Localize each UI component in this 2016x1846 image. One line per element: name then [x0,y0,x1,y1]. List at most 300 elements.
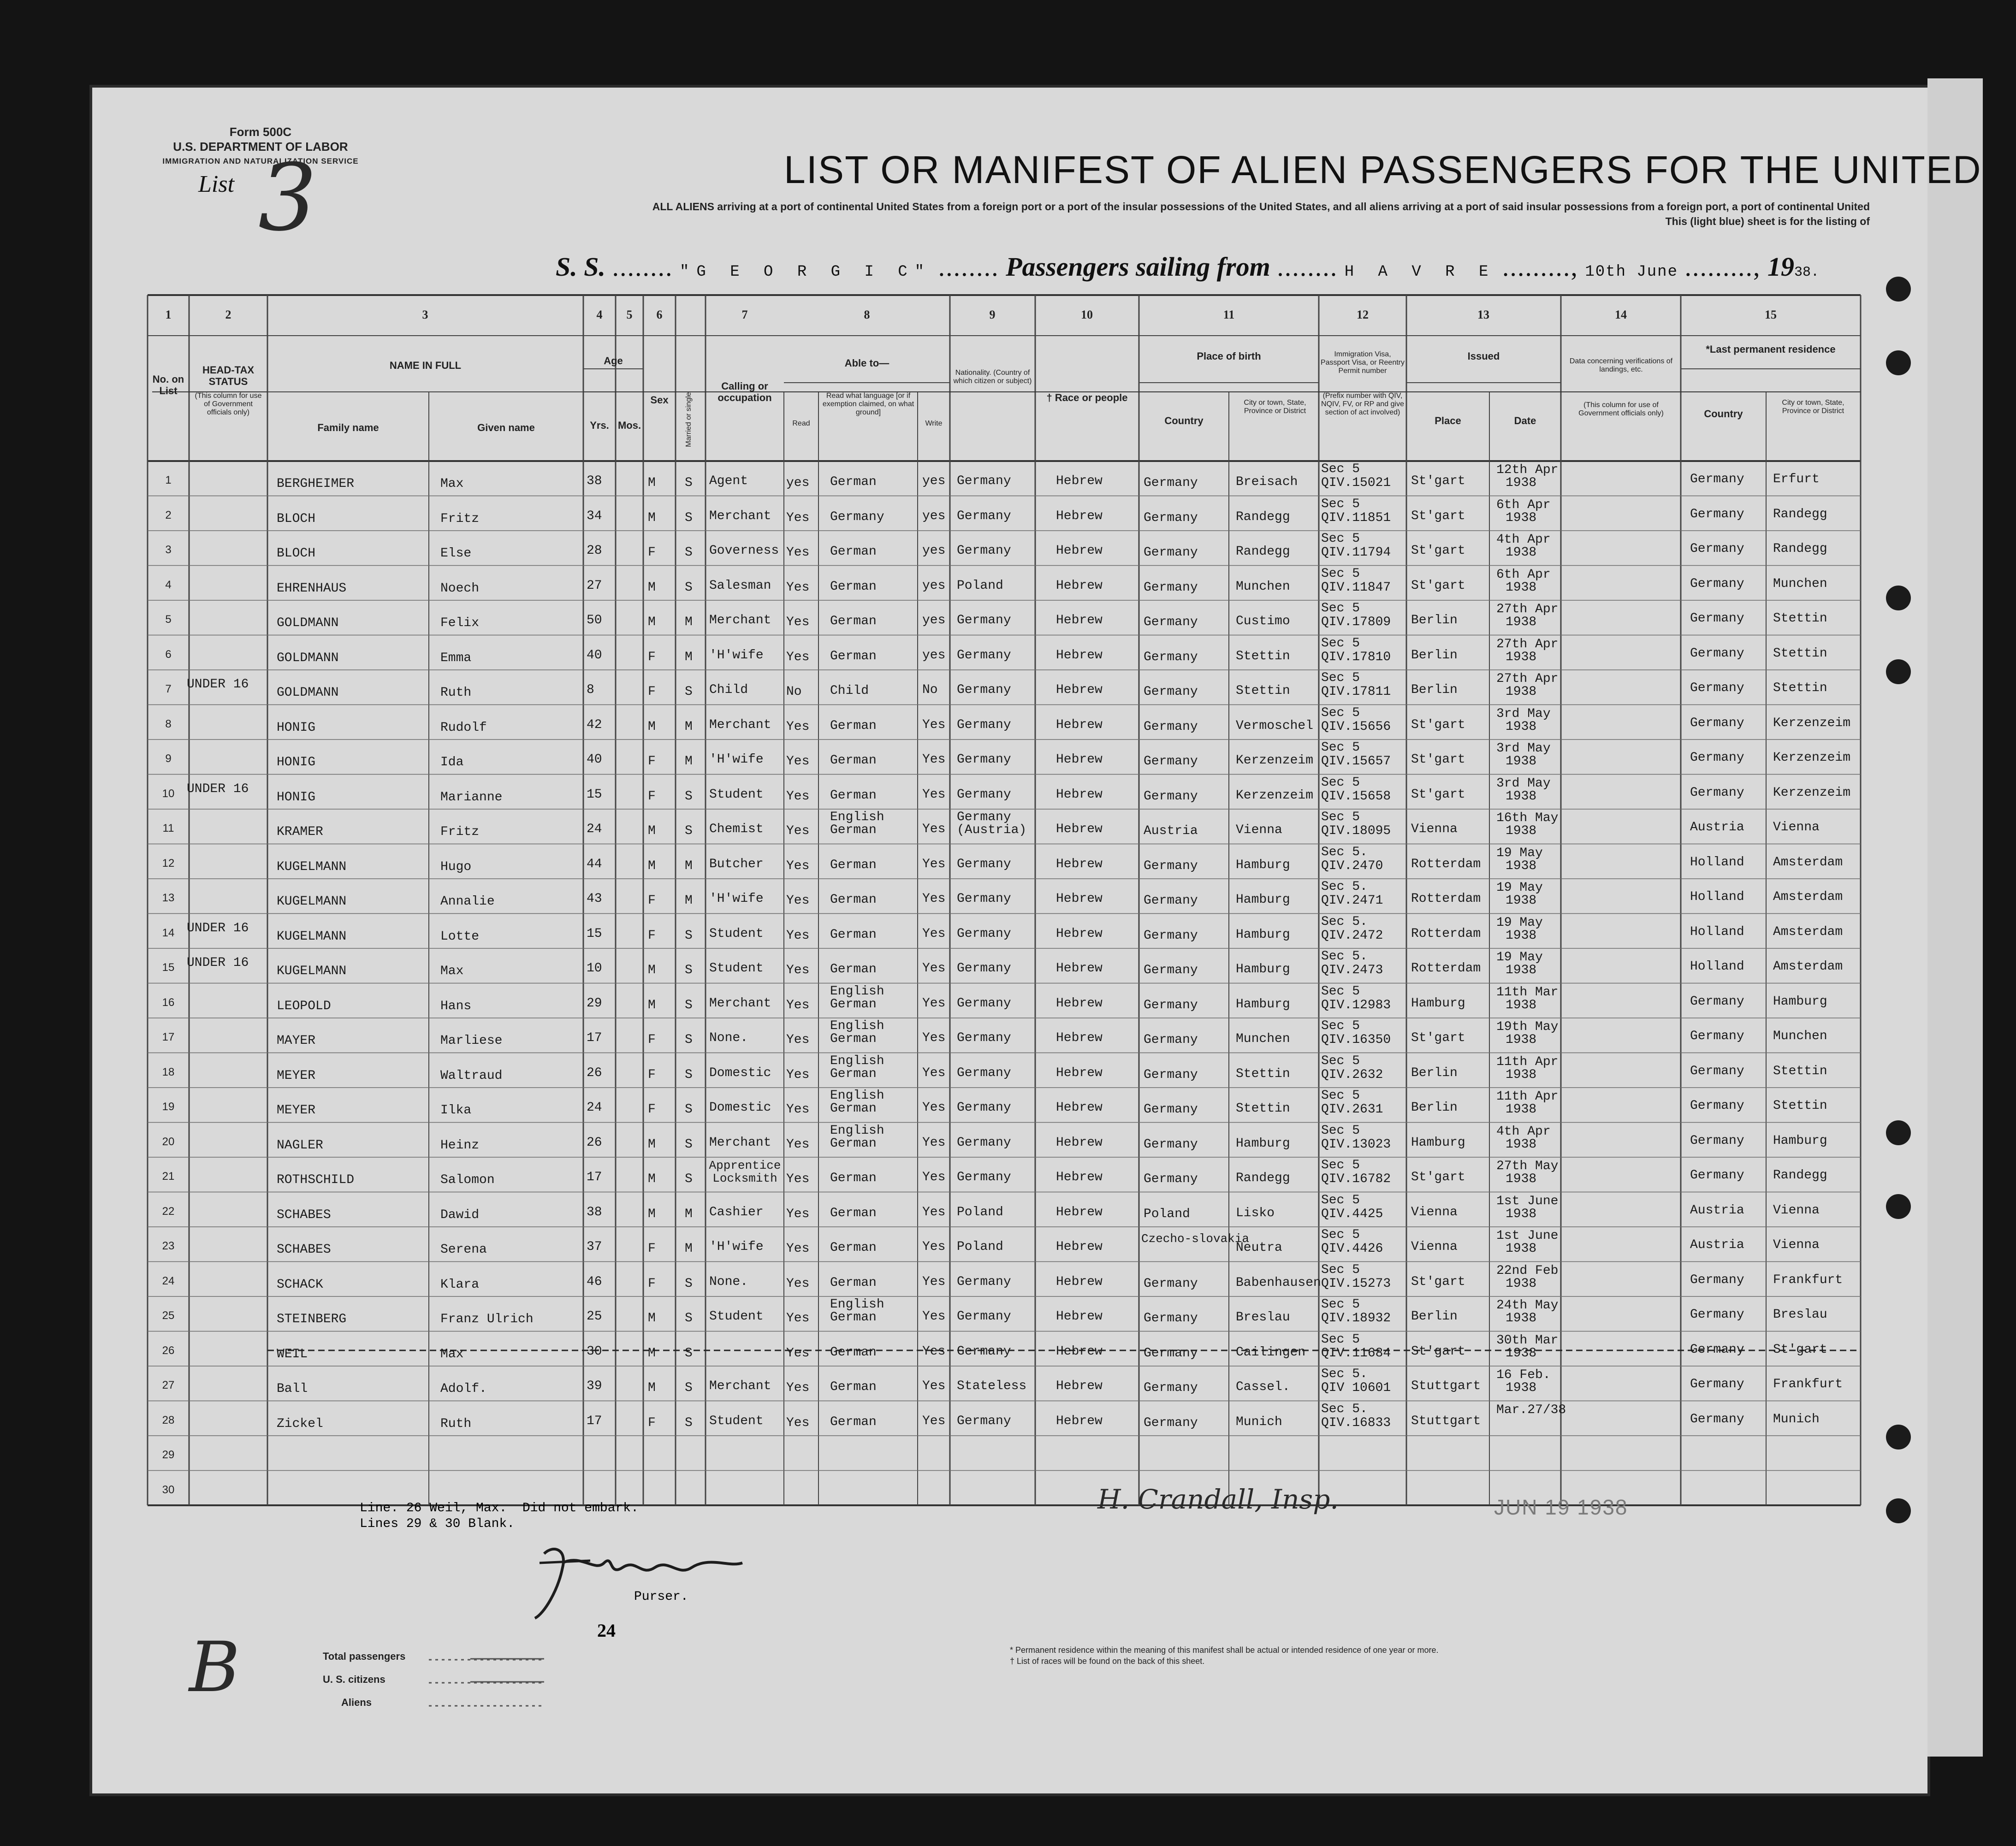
race: Hebrew [1056,613,1103,627]
nationality: Germany [957,996,1011,1011]
read-language: English German [830,810,884,837]
given-name: Emma [440,651,472,665]
column-number: 3 [422,308,428,321]
sex: F [648,1033,656,1047]
issued-place: St'gart [1411,1274,1465,1289]
family-name: KUGELMANN [277,929,347,944]
occupation: Merchant [709,1379,771,1393]
header-issued: Issued [1467,350,1500,362]
visa-number: QIV.11851 [1321,510,1391,525]
residence-city: Amsterdam [1773,855,1843,870]
occupation: Apprentice Locksmith [709,1159,781,1185]
can-write: Yes [922,1344,946,1359]
age-years: 30 [587,1344,602,1359]
row-number: 12 [162,857,175,870]
header-mos: Mos. [617,420,641,431]
can-write: Yes [922,1240,946,1254]
birth-country: Germany [1144,1415,1198,1430]
birth-country: Czecho-slovakia [1141,1232,1250,1246]
visa-number: QIV.15657 [1321,754,1391,769]
can-read: Yes [786,1207,810,1221]
race: Hebrew [1056,1205,1103,1219]
issued-year: 1938 [1506,789,1537,804]
issued-year: 1938 [1506,510,1537,525]
visa-section: Sec 5 [1321,1262,1360,1277]
row-number: 28 [162,1414,175,1426]
read-language: German [830,649,877,663]
row-number: 17 [162,1031,175,1043]
issued-place: St'gart [1411,509,1465,523]
race: Hebrew [1056,1065,1103,1080]
can-read: No [786,685,802,699]
age-years: 26 [587,1065,602,1080]
nationality: Poland [957,578,1003,593]
marital-status: S [685,1067,693,1082]
can-read: Yes [786,580,810,595]
nationality: Poland [957,1240,1003,1254]
issued-year: 1938 [1506,1137,1537,1152]
read-language: German [830,579,877,594]
residence-city: Munchen [1773,576,1827,591]
read-language: German [830,475,877,489]
header-given-name: Given name [477,422,535,433]
given-name: Marianne [440,790,503,805]
family-name: MEYER [277,1068,316,1083]
read-language: English German [830,984,884,1012]
family-name: KUGELMANN [277,964,347,978]
can-write: Yes [922,1031,946,1045]
residence-city: Vienna [1773,820,1820,834]
issued-date: 19th May [1496,1020,1559,1034]
age-years: 37 [587,1240,602,1254]
header-race: † Race or people [1046,392,1128,403]
birth-city: Stettin [1236,1101,1290,1116]
birth-country: Germany [1144,928,1198,943]
read-language: German [830,788,877,803]
residence-country: Germany [1690,1412,1744,1426]
issued-place: Berlin [1411,683,1458,697]
residence-country: Germany [1690,1099,1744,1113]
family-name: BLOCH [277,546,316,561]
residence-city: Amsterdam [1773,890,1843,904]
visa-section: Sec 5 [1321,532,1360,546]
marital-status: M [685,754,693,769]
given-name: Ilka [440,1103,472,1118]
residence-country: Austria [1690,1238,1744,1252]
issued-place: Berlin [1411,648,1458,663]
birth-country: Germany [1144,1137,1198,1152]
visa-number: QIV.12983 [1321,998,1391,1012]
age-years: 24 [587,1100,602,1115]
nationality: Germany [957,926,1011,941]
issued-year: 1938 [1506,1346,1537,1361]
nationality: Germany [957,613,1011,627]
nationality: Germany [957,752,1011,767]
race: Hebrew [1056,683,1103,697]
visa-number: QIV.16833 [1321,1415,1391,1430]
column-number: 10 [1081,308,1093,321]
age-years: 39 [587,1379,602,1393]
read-language: German [830,1414,877,1429]
residence-country: Germany [1690,507,1744,521]
issued-date: 27th Apr [1496,602,1559,616]
issued-date: 27th Apr [1496,672,1559,686]
us-citizens-label: U. S. citizens [323,1674,385,1685]
race: Hebrew [1056,996,1103,1011]
occupation: 'H'wife [709,892,764,906]
visa-section: Sec 5 [1321,775,1360,790]
header-read: Read [792,420,810,427]
nationality: Stateless [957,1379,1027,1393]
nationality: Germany [957,648,1011,663]
birth-city: Kerzenzeim [1236,788,1314,803]
header-nationality: Nationality. (Country of which citizen or subject) [953,369,1032,385]
birth-country: Germany [1144,719,1198,734]
occupation: None. [709,1274,748,1289]
residence-city: Amsterdam [1773,959,1843,974]
column-number: 5 [626,308,633,321]
issued-date: 30th Mar [1496,1333,1559,1348]
header-sex: Sex [650,394,669,406]
issued-year: 1938 [1506,615,1537,629]
row-number: 20 [162,1135,175,1148]
family-name: HONIG [277,755,316,769]
read-language: German [830,718,877,733]
sailing-date: 10th June [1585,263,1678,281]
row-number: 26 [162,1344,175,1357]
visa-section: Sec 5 [1321,636,1360,651]
read-language: English German [830,1089,884,1116]
header-read-language: Read what language [or if exemption claimed, on what ground] [822,392,914,416]
residence-country: Germany [1690,646,1744,661]
birth-city: Munich [1236,1414,1282,1429]
birth-country: Germany [1144,545,1198,560]
visa-number: QIV.16782 [1321,1172,1391,1186]
race: Hebrew [1056,648,1103,663]
given-name: Hugo [440,859,472,874]
visa-section: Sec 5 [1321,984,1360,999]
issued-place: Berlin [1411,613,1458,627]
issued-date: 3rd May [1496,776,1551,791]
nationality: Germany [957,544,1011,558]
can-read: Yes [786,963,810,977]
race: Hebrew [1056,1135,1103,1150]
sex: M [648,476,656,490]
head-tax-status: UNDER 16 [187,677,249,692]
marital-status: S [685,580,693,595]
nationality: Germany [957,717,1011,732]
visa-section: Sec 5 [1321,566,1360,581]
header-place-of-birth: Place of birth [1197,350,1261,362]
issued-date: 16 Feb. [1496,1368,1551,1382]
birth-city: Hamburg [1236,858,1290,872]
residence-country: Germany [1690,1168,1744,1183]
marital-status: M [685,1207,693,1221]
row-number: 4 [165,578,172,591]
can-write: yes [922,509,946,523]
family-name: NAGLER [277,1138,323,1153]
birth-country: Poland [1144,1207,1190,1221]
header-calling: Calling or occupation [717,380,772,403]
residence-city: Hamburg [1773,994,1827,1009]
can-write: yes [922,544,946,558]
row-number: 3 [165,544,172,556]
nationality: Germany [957,1065,1011,1080]
birth-city: Stettin [1236,684,1290,698]
issued-place: St'gart [1411,752,1465,767]
given-name: Serena [440,1242,487,1257]
issued-date: 4th Apr [1496,1124,1551,1139]
birth-city: Munchen [1236,579,1290,594]
residence-city: Stettin [1773,681,1827,695]
read-language: English German [830,1053,884,1081]
birth-city: Vienna [1236,823,1282,837]
read-language: German [830,1345,877,1360]
given-name: Fritz [440,511,480,526]
race: Hebrew [1056,1170,1103,1184]
nationality: Germany [957,509,1011,523]
given-name: Felix [440,616,480,630]
sex: F [648,1067,656,1082]
visa-number: QIV.15273 [1321,1276,1391,1291]
marital-status: M [685,1242,693,1256]
birth-country: Germany [1144,580,1198,595]
header-landings: Data concerning verifications of landings, etc. [1569,357,1673,373]
header-birth-city: City or town, State, Province or District [1244,399,1306,415]
family-name: MEYER [277,1103,316,1118]
can-write: yes [922,613,946,627]
nationality: Germany [957,474,1011,488]
visa-number: QIV.17811 [1321,685,1391,699]
read-language: Child [830,684,869,698]
age-years: 40 [587,752,602,767]
visa-section: Sec 5 [1321,462,1360,476]
nationality: Germany [957,787,1011,802]
issued-date: 19 May [1496,915,1543,930]
marital-status: S [685,1102,693,1117]
issued-date: Mar.27/38 [1496,1402,1566,1417]
sailing-label: Passengers sailing from [1006,252,1270,282]
aliens-label: Aliens [341,1697,372,1708]
occupation: Student [709,961,764,976]
issued-date: 27th May [1496,1159,1559,1173]
family-name: SCHABES [277,1207,331,1222]
can-write: Yes [922,926,946,941]
given-name: Max [440,1347,464,1361]
issued-place: Vienna [1411,1240,1458,1254]
residence-city: Hamburg [1773,1133,1827,1148]
occupation: Merchant [709,996,771,1011]
can-read: Yes [786,754,810,769]
occupation: 'H'wife [709,648,764,663]
birth-country: Germany [1144,1346,1198,1361]
can-write: Yes [922,961,946,976]
read-language: German [830,1275,877,1290]
given-name: Annalie [440,894,495,909]
can-write: Yes [922,822,946,836]
issued-year: 1938 [1506,1311,1537,1325]
issued-year: 1938 [1506,685,1537,699]
race: Hebrew [1056,544,1103,558]
sex: M [648,1346,656,1361]
residence-country: Germany [1690,1029,1744,1043]
row-number: 5 [165,613,172,626]
marital-status: S [685,1346,693,1361]
issued-year: 1938 [1506,754,1537,769]
given-name: Ruth [440,686,472,700]
issued-place: Vienna [1411,1205,1458,1219]
header-landings-note: (This column for use of Government officials only) [1578,401,1664,417]
given-name: Dawid [440,1207,480,1222]
race: Hebrew [1056,717,1103,732]
issued-year: 1938 [1506,1276,1537,1291]
given-name: Waltraud [440,1068,503,1083]
handwritten-sheet-mark: B [189,1627,240,1708]
occupation: Merchant [709,717,771,732]
head-tax-status: UNDER 16 [187,921,249,935]
race: Hebrew [1056,1344,1103,1359]
issued-place: Berlin [1411,1309,1458,1324]
can-read: Yes [786,824,810,838]
family-name: GOLDMANN [277,616,339,630]
race: Hebrew [1056,1379,1103,1393]
issued-place: St'gart [1411,544,1465,558]
ship-prefix: S. S. [556,252,606,282]
occupation: Domestic [709,1100,771,1115]
residence-country: Germany [1690,751,1744,765]
age-years: 38 [587,1205,602,1219]
can-write: Yes [922,1170,946,1184]
issued-place: Rotterdam [1411,892,1481,906]
birth-city: Breisach [1236,475,1298,489]
birth-country: Germany [1144,1102,1198,1117]
residence-country: Germany [1690,1308,1744,1322]
issued-date: 22nd Feb [1496,1263,1559,1278]
year-prefix: 19 [1767,252,1794,282]
header-name-in-full: NAME IN FULL [389,360,462,371]
age-years: 46 [587,1274,602,1289]
purser-label: Purser. [634,1590,688,1604]
occupation: Merchant [709,613,771,627]
residence-city: Randegg [1773,542,1827,556]
can-write: No [922,683,938,697]
race: Hebrew [1056,578,1103,593]
residence-city: Frankfurt [1773,1272,1843,1287]
age-years: 44 [587,857,602,871]
family-name: ROTHSCHILD [277,1173,355,1187]
row-number: 18 [162,1065,175,1078]
race: Hebrew [1056,1309,1103,1324]
column-number: 13 [1477,308,1489,321]
nationality: Germany [957,1414,1011,1428]
marital-status: S [685,1137,693,1152]
nationality: Germany [957,1274,1011,1289]
race: Hebrew [1056,961,1103,976]
can-read: Yes [786,893,810,908]
family-name: WEIL [277,1347,308,1361]
sex: F [648,1276,656,1291]
residence-country: Germany [1690,994,1744,1009]
marital-status: S [685,1033,693,1047]
age-years: 10 [587,961,602,976]
form-number: Form 500C [229,125,292,139]
can-write: Yes [922,1309,946,1324]
given-name: Salomon [440,1173,495,1187]
sex: F [648,650,656,664]
column-number: 12 [1357,308,1369,321]
visa-number: QIV.11847 [1321,580,1391,595]
read-language: German [830,1380,877,1394]
visa-number: QIV.2632 [1321,1067,1383,1082]
totals-lines [429,1651,549,1715]
issued-year: 1938 [1506,893,1537,908]
race: Hebrew [1056,926,1103,941]
residence-country: Austria [1690,1203,1744,1218]
list-label: List [198,171,235,197]
can-read: Yes [786,1276,810,1291]
visa-number: QIV.11684 [1321,1346,1391,1361]
visa-number: QIV.13023 [1321,1137,1391,1152]
residence-country: Holland [1690,855,1744,870]
birth-country: Germany [1144,510,1198,525]
occupation: Student [709,1309,764,1324]
row-number: 30 [162,1483,175,1496]
age-years: 15 [587,926,602,941]
birth-country: Germany [1144,893,1198,908]
read-language: German [830,858,877,872]
visa-number: QIV.2631 [1321,1102,1383,1117]
residence-country: Holland [1690,890,1744,904]
marital-status: S [685,1172,693,1186]
visa-section: Sec 5 [1321,1158,1360,1172]
race: Hebrew [1056,1240,1103,1254]
given-name: Franz Ulrich [440,1312,534,1326]
issued-year: 1938 [1506,1381,1537,1395]
read-language: German [830,1241,877,1255]
birth-country: Germany [1144,1276,1198,1291]
residence-city: Kerzenzeim [1773,785,1851,800]
service-name: IMMIGRATION AND NATURALIZATION SERVICE [162,157,359,166]
birth-city: Hamburg [1236,1136,1290,1151]
marital-status: S [685,963,693,977]
sex: F [648,789,656,804]
marital-status: M [685,650,693,664]
row-number: 25 [162,1309,175,1322]
header-write: Write [925,420,943,427]
sex: F [648,1242,656,1256]
family-name: KRAMER [277,825,323,839]
visa-number: QIV.17809 [1321,615,1391,629]
header-visa: Immigration Visa, Passport Visa, or Reentry Permit number [1320,350,1405,375]
head-tax-status: UNDER 16 [187,956,249,970]
marital-status: S [685,824,693,838]
nationality: Germany [957,961,1011,976]
can-write: Yes [922,1274,946,1289]
total-passengers-label: Total passengers [323,1651,406,1662]
residence-city: Breslau [1773,1308,1827,1322]
sex: M [648,824,656,838]
age-years: 43 [587,892,602,906]
birth-city: Breslau [1236,1310,1290,1325]
sex: M [648,510,656,525]
residence-country: Germany [1690,681,1744,695]
race: Hebrew [1056,1274,1103,1289]
visa-section: Sec 5 [1321,1228,1360,1242]
occupation: Agent [709,474,748,488]
given-name: Noech [440,581,480,596]
occupation: Cashier [709,1205,764,1219]
marital-status: M [685,893,693,908]
